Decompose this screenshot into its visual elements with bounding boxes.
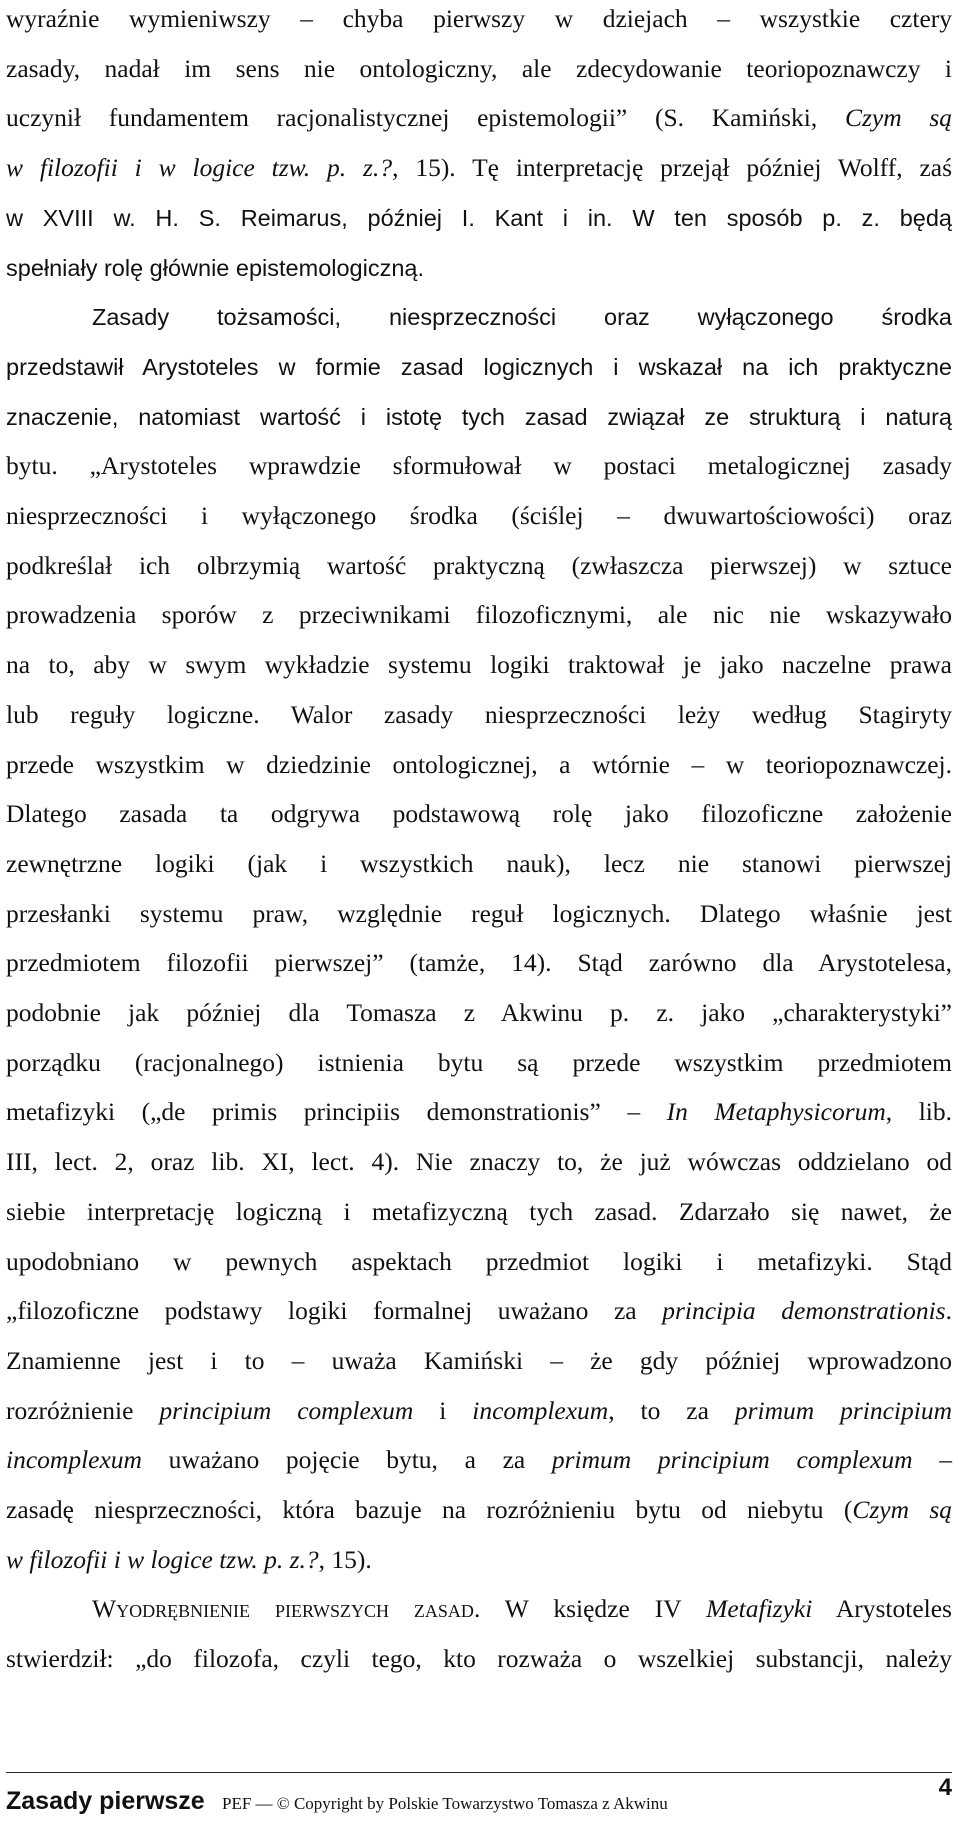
text-segment: przesłanki systemu praw, względnie reguł logicznych. Dlatego właśnie jest	[6, 898, 952, 928]
text-line	[6, 402, 952, 432]
text-segment: , 15). Tę interpretację przejął później Wolff, zaś	[392, 153, 953, 183]
text-segment: porządku (racjonalnego) istnienia bytu są przede wszystkim przedmiotem	[6, 1047, 952, 1077]
text-segment: prowadzenia sporów z przeciwnikami filozoficznymi, ale nic nie wskazywało	[6, 600, 952, 630]
text-line	[6, 203, 952, 233]
text-segment: rozróżnienie	[6, 1395, 160, 1425]
text-segment: , to za	[608, 1395, 735, 1425]
text-line	[6, 1445, 952, 1475]
text-line	[6, 1545, 952, 1575]
text-line	[6, 1197, 952, 1227]
text-line	[6, 4, 952, 34]
text-segment: bytu. „Arystoteles wprawdzie sformułował w postaci metalogicznej zasady	[6, 451, 952, 481]
text-line	[6, 551, 952, 581]
text-line	[6, 501, 952, 531]
text-line	[6, 1346, 952, 1376]
text-line	[6, 1296, 952, 1326]
text-line	[6, 799, 952, 829]
text-line	[6, 700, 952, 730]
italic-text: principium complexum	[159, 1395, 414, 1425]
text-segment: .	[945, 1296, 952, 1326]
text-segment: wyraźnie wymieniwszy – chyba pierwszy w dziejach – wszystkie cztery	[6, 4, 952, 33]
text-line	[6, 1644, 952, 1674]
text-segment: Zasady tożsamości, niesprzeczności oraz wyłączonego środka	[92, 304, 952, 331]
footer-copyright: PEF — © Copyright by Polskie Towarzystwo Tomasza z Akwinu	[222, 1794, 668, 1813]
italic-text: w filozofii i w logice tzw. p. z.?	[6, 1544, 319, 1574]
text-segment: Arystoteles	[812, 1594, 952, 1624]
text-segment: przedmiotem filozofii pierwszej” (tamże, 14). Stąd zarówno dla Arystotelesa,	[6, 948, 952, 978]
text-line	[6, 1147, 952, 1177]
footer-title: Zasady pierwsze	[6, 1787, 205, 1815]
italic-text: principia demonstrationis	[662, 1296, 946, 1326]
text-segment: Znamienne jest i to – uważa Kamiński – że gdy później wprowadzono	[6, 1345, 952, 1375]
text-line	[6, 352, 952, 382]
text-line	[6, 650, 952, 680]
italic-text: Czym są	[852, 1495, 952, 1524]
text-line	[6, 302, 952, 332]
text-segment: , 15).	[318, 1544, 372, 1574]
text-segment: spełniały rolę głównie epistemologiczną.	[6, 254, 425, 281]
text-segment: podkreślał ich olbrzymią wartość praktyczną (zwłaszcza pierwszej) w sztuce	[6, 550, 952, 580]
text-segment: metafizyki („de primis principiis demonstrationis” –	[6, 1097, 667, 1127]
italic-text: incomplexum	[472, 1395, 609, 1425]
text-segment: . W księdze IV	[473, 1594, 707, 1624]
text-segment: siebie interpretację logiczną i metafizyczną tych zasad. Zdarzało się nawet, że	[6, 1196, 952, 1226]
text-segment: III, lect. 2, oraz lib. XI, lect. 4). Nie znaczy to, że już wówczas oddzielano od	[6, 1147, 952, 1177]
text-line	[6, 600, 952, 630]
text-line	[6, 1247, 952, 1277]
text-segment: –	[912, 1445, 952, 1475]
text-line	[6, 253, 952, 283]
text-segment: , lib.	[885, 1097, 953, 1127]
text-segment: lub reguły logiczne. Walor zasady niesprzeczności leży według Stagiryty	[6, 699, 952, 729]
italic-text: In Metaphysicorum	[666, 1097, 886, 1127]
text-line	[6, 849, 952, 879]
italic-text: Metafizyki	[706, 1594, 813, 1624]
italic-text: primum principium	[734, 1395, 952, 1425]
italic-text: incomplexum	[6, 1445, 142, 1475]
text-segment: niesprzeczności i wyłączonego środka (ściślej – dwuwartościowości) oraz	[6, 501, 952, 530]
text-line	[6, 103, 952, 133]
text-segment: znaczenie, natomiast wartość i istotę tych zasad związał ze strukturą i naturą	[6, 403, 952, 430]
text-line	[6, 1048, 952, 1078]
text-segment: stwierdził: „do filozofa, czyli tego, kto rozważa o wszelkiej substancji, należy	[6, 1644, 952, 1674]
text-line	[6, 1594, 952, 1624]
text-segment: „filozoficzne podstawy logiki formalnej uważano za	[6, 1296, 663, 1326]
text-line	[6, 1495, 952, 1525]
text-segment: Dlatego zasada ta odgrywa podstawową rolę jako filozoficzne założenie	[6, 799, 952, 829]
text-line	[6, 750, 952, 780]
text-segment: zasadę niesprzeczności, która bazuje na rozróżnieniu bytu od niebytu (	[6, 1495, 853, 1524]
page-footer	[0, 1772, 960, 1824]
text-line	[6, 1097, 952, 1127]
text-segment: upodobniano w pewnych aspektach przedmiot logiki i metafizyki. Stąd	[6, 1246, 952, 1276]
text-line	[6, 451, 952, 481]
text-segment: uważano pojęcie bytu, a za	[141, 1445, 552, 1475]
italic-text: w filozofii i w logice tzw. p. z.?	[6, 153, 393, 183]
text-segment: na to, aby w swym wykładzie systemu logiki traktował je jako naczelne prawa	[6, 650, 952, 680]
italic-text: Czym są	[844, 103, 952, 133]
text-line	[6, 54, 952, 84]
section-heading: Wyodrębnienie pierwszych zasad	[92, 1594, 474, 1624]
text-line	[6, 948, 952, 978]
text-segment: w XVIII w. H. S. Reimarus, później I. Kant i in. W ten sposób p. z. będą	[6, 204, 952, 231]
italic-text: primum principium complexum	[551, 1445, 913, 1475]
text-segment: i	[413, 1395, 473, 1425]
text-line	[6, 899, 952, 929]
text-line	[6, 998, 952, 1028]
text-segment: zewnętrzne logiki (jak i wszystkich nauk), lecz nie stanowi pierwszej	[6, 848, 952, 878]
text-line	[6, 153, 952, 183]
text-segment: zasady, nadał im sens nie ontologiczny, ale zdecydowanie teoriopoznawczy i	[6, 53, 952, 83]
text-segment: przedstawił Arystoteles w formie zasad logicznych i wskazał na ich praktyczne	[6, 353, 952, 380]
text-segment: uczynił fundamentem racjonalistycznej epistemologii” (S. Kamiński,	[6, 103, 845, 133]
page-number: 4	[938, 1774, 952, 1801]
footer-divider	[6, 1772, 952, 1773]
text-segment: przede wszystkim w dziedzinie ontologicznej, a wtórnie – w teoriopoznawczej.	[6, 749, 952, 779]
text-segment: podobnie jak później dla Tomasza z Akwinu p. z. jako „charakterystyki”	[6, 998, 952, 1027]
text-line	[6, 1396, 952, 1426]
